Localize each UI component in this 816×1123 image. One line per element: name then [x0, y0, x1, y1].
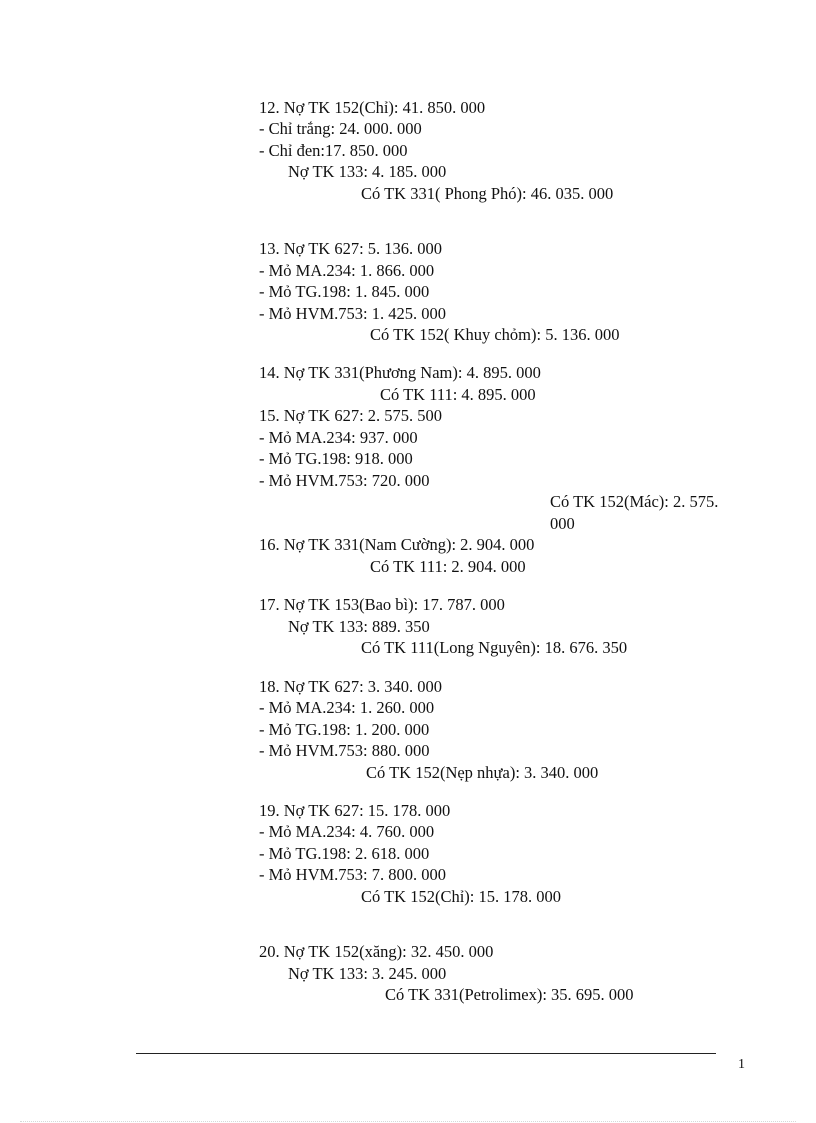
entry-14-debit: 14. Nợ TK 331(Phương Nam): 4. 895. 000: [259, 363, 541, 382]
entry-13-debit: 13. Nợ TK 627: 5. 136. 000: [259, 239, 443, 258]
entry-19-detail: - Mỏ HVM.753: 7. 800. 000: [259, 865, 447, 884]
entry-12-detail: - Chỉ trắng: 24. 000. 000: [259, 119, 422, 138]
page-bottom-edge: [20, 1121, 796, 1122]
entry-19-debit: 19. Nợ TK 627: 15. 178. 000: [259, 801, 451, 820]
entry-17-credit: Có TK 111(Long Nguyên): 18. 676. 350: [361, 638, 628, 657]
entry-15-detail: - Mỏ TG.198: 918. 000: [259, 449, 413, 468]
entry-19-credit: Có TK 152(Chỉ): 15. 178. 000: [361, 887, 561, 906]
footer-divider: [136, 1053, 716, 1054]
entry-15-detail: - Mỏ HVM.753: 720. 000: [259, 471, 430, 490]
entry-12-detail: - Chỉ đen:17. 850. 000: [259, 141, 408, 160]
entry-13-credit: Có TK 152( Khuy chỏm): 5. 136. 000: [370, 325, 620, 344]
entry-15-credit-wrap: 000: [550, 514, 575, 533]
entry-20-debit: 20. Nợ TK 152(xăng): 32. 450. 000: [259, 942, 494, 961]
entry-19-detail: - Mỏ TG.198: 2. 618. 000: [259, 844, 430, 863]
entry-14-credit: Có TK 111: 4. 895. 000: [380, 385, 536, 404]
entry-12-debit: 12. Nợ TK 152(Chỉ): 41. 850. 000: [259, 98, 486, 117]
entry-15-credit: Có TK 152(Mác): 2. 575.: [550, 492, 719, 511]
entry-16-debit: 16. Nợ TK 331(Nam Cường): 2. 904. 000: [259, 535, 535, 554]
entry-12-debit-vat: Nợ TK 133: 4. 185. 000: [288, 162, 447, 181]
entry-13-detail: - Mỏ HVM.753: 1. 425. 000: [259, 304, 447, 323]
entry-18-detail: - Mỏ TG.198: 1. 200. 000: [259, 720, 430, 739]
entry-18-credit: Có TK 152(Nẹp nhựa): 3. 340. 000: [366, 763, 599, 782]
page-number: 1: [738, 1057, 745, 1072]
entry-18-detail: - Mỏ HVM.753: 880. 000: [259, 741, 430, 760]
entry-20-debit-vat: Nợ TK 133: 3. 245. 000: [288, 964, 447, 983]
entry-13-detail: - Mỏ TG.198: 1. 845. 000: [259, 282, 430, 301]
entry-17-debit-vat: Nợ TK 133: 889. 350: [288, 617, 430, 636]
entry-18-detail: - Mỏ MA.234: 1. 260. 000: [259, 698, 435, 717]
entry-19-detail: - Mỏ MA.234: 4. 760. 000: [259, 822, 435, 841]
entry-16-credit: Có TK 111: 2. 904. 000: [370, 557, 526, 576]
entry-18-debit: 18. Nợ TK 627: 3. 340. 000: [259, 677, 443, 696]
entry-17-debit: 17. Nợ TK 153(Bao bì): 17. 787. 000: [259, 595, 505, 614]
entry-12-credit: Có TK 331( Phong Phó): 46. 035. 000: [361, 184, 614, 203]
entry-13-detail: - Mỏ MA.234: 1. 866. 000: [259, 261, 435, 280]
entry-20-credit: Có TK 331(Petrolimex): 35. 695. 000: [385, 985, 634, 1004]
entry-15-debit: 15. Nợ TK 627: 2. 575. 500: [259, 406, 443, 425]
entry-15-detail: - Mỏ MA.234: 937. 000: [259, 428, 418, 447]
